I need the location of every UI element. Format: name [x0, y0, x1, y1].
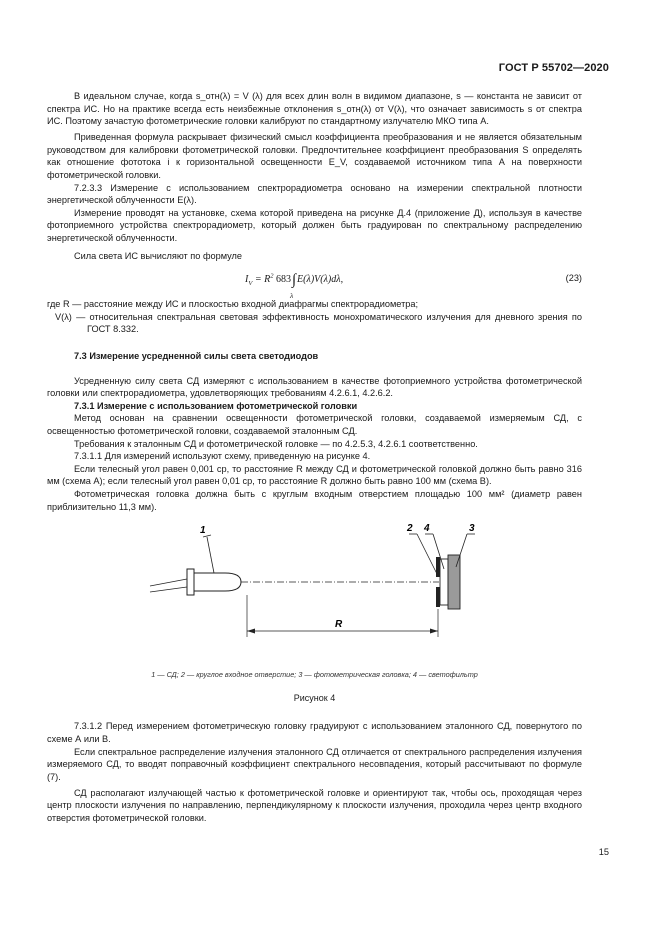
formula-constant: 683 — [273, 274, 291, 286]
led-body — [194, 573, 241, 591]
paragraph-led-orientation: СД располагают излучающей частью к фотометрической головке и ориентируют так, чтобы ось, проходящая через центр плоскости излучения по направлению, перпендикулярному к плоскости излучения, проходила через центр входного отверстия фотометрической головки. — [47, 787, 582, 823]
paragraph-formula-intro: Сила света ИС вычисляют по формуле — [74, 250, 243, 261]
leader-2 — [417, 534, 437, 574]
formula-integrand: E(λ)V(λ)dλ, — [297, 274, 344, 286]
figure-title: Рисунок 4 — [293, 692, 336, 703]
leader-3 — [456, 534, 467, 567]
formula-number: (23) — [565, 273, 582, 284]
page-number: 15 — [598, 847, 609, 857]
figure-4-diagram — [47, 519, 582, 669]
label-r: R — [335, 619, 343, 631]
label-3: 3 — [469, 523, 475, 535]
paragraph-spectral-correction: Если спектральное распределение излучения эталонного СД отличается от спектрального распределения излучения измеряемого СД, то вводят поправочный коэффициент спектрального несовпадения, который рассчитывают по формуле (7). — [47, 746, 582, 782]
formula-r: R — [264, 274, 271, 286]
formula-legend — [47, 298, 582, 336]
standard-header: ГОСТ Р 55702—2020 — [498, 62, 609, 74]
paragraph-formula-meaning: Приведенная формула раскрывает физический смысл коэффициента преобразования и не является обязательным руководством для калибровки фотометрической головки. Предпочтительнее коэффициент преобразования S определять как отношение фототока i к горизонтальной освещенности E_V, создаваемой источником типа А на поверхности фотометрической головки. — [47, 132, 582, 181]
paragraph-7-3-1-2: 7.3.1.2 Перед измерением фотометрическую головку градуируют с использованием эталонного СД, повернутого по схеме А или В. — [47, 721, 582, 744]
section-heading-7-3: 7.3 Измерение усредненной силы света светодиодов — [74, 351, 319, 361]
formula-body — [245, 272, 343, 287]
paragraph-requirements: Требования к эталонным СД и фотометрической головке — по 4.2.5.3, 4.2.6.1 соответственно. — [74, 438, 478, 449]
paragraph-7-3-1-1: 7.3.1.1 Для измерений используют схему, приведенную на рисунке 4. — [74, 451, 371, 462]
led-lead-bottom — [150, 587, 187, 592]
aperture-plate-bottom — [436, 587, 440, 607]
legend-row-v: V(λ) — относительная спектральная световая эффективность монохроматического излучения для дневного зрения по ГОСТ 8.332. — [55, 311, 582, 335]
formula-equals: = — [252, 274, 265, 286]
paragraph-solid-angle: Если телесный угол равен 0,001 ср, то расстояние R между СД и фотометрической головкой должно быть равно 316 мм (схема А); если телесный угол равен 0,01 ср, то расстояние R должно быть равно 100 мм (схема В). — [47, 463, 582, 487]
paragraph-7-2-3-3: 7.2.3.3 Измерение с использованием спектрорадиометра основано на измерении спектральной плотности энергетической облученности E(λ). — [47, 182, 582, 206]
led-flange — [187, 569, 194, 595]
page-content — [47, 90, 582, 825]
paragraph-ideal-case: В идеальном случае, когда s_отн(λ) = V (λ) для всех длин волн в видимом диапазоне, s — константа не зависит от спектра ИС. Но на практике всегда есть неизбежные отклонения s_отн(λ) от V(λ), что означает зависимость s от спектра ИС. Поэтому зачастую фотометрические головки калибруют по стандартному излучателю МКО типа А. — [47, 91, 582, 127]
filter — [440, 559, 448, 605]
figure-caption: 1 — СД; 2 — круглое входное отверстие; 3 — фотометрическая головка; 4 — светофильтр — [151, 670, 478, 680]
paragraph-aperture: Фотометрическая головка должна быть с круглым входным отверстием площадью 100 мм² (диаметр равен приблизительно 11,3 мм). — [47, 488, 582, 512]
label-2: 2 — [407, 523, 413, 535]
formula-integral-sign: ∫ — [291, 272, 297, 289]
formula-r-sup: 2 — [270, 272, 274, 280]
subsection-heading-7-3-1: 7.3.1 Измерение с использованием фотометрической головки — [74, 400, 358, 411]
paragraph-method: Метод основан на сравнении освещенности фотометрической головки, создаваемой измеряемым СД, с освещенностью фотометрической головки, создаваемой эталонным СД. — [47, 413, 582, 436]
paragraph-setup: Измерение проводят на установке, схема которой приведена на рисунке Д.4 (приложение Д), используя в качестве фотоприемного устройства спектрорадиометр, который должен быть градуирован по спектральному распределению энергетической облученности. — [47, 207, 582, 244]
legend-row-r: где R — расстояние между ИС и плоскостью входной диафрагмы спектрорадиометра; — [47, 299, 419, 310]
label-4: 4 — [424, 523, 430, 535]
formula-limit: λ — [290, 291, 294, 301]
leader-1 — [207, 537, 214, 573]
figure-4 — [47, 519, 582, 669]
formula-lhs: I — [245, 274, 249, 286]
formula-23 — [47, 266, 582, 301]
paragraph-averaged-intensity: Усредненную силу света СД измеряют с использованием в качестве фотоприемного устройства фотометрической головки или спектрорадиометра, удовлетворяющих требованиям 4.2.6.1, 4.2.6.2. — [47, 375, 582, 399]
label-1: 1 — [200, 525, 206, 537]
led-lead-top — [150, 579, 187, 586]
dimension-arrow-right — [430, 629, 438, 634]
photometric-head — [448, 555, 460, 609]
formula-lhs-sub: V — [248, 280, 253, 288]
dimension-arrow-left — [247, 629, 255, 634]
